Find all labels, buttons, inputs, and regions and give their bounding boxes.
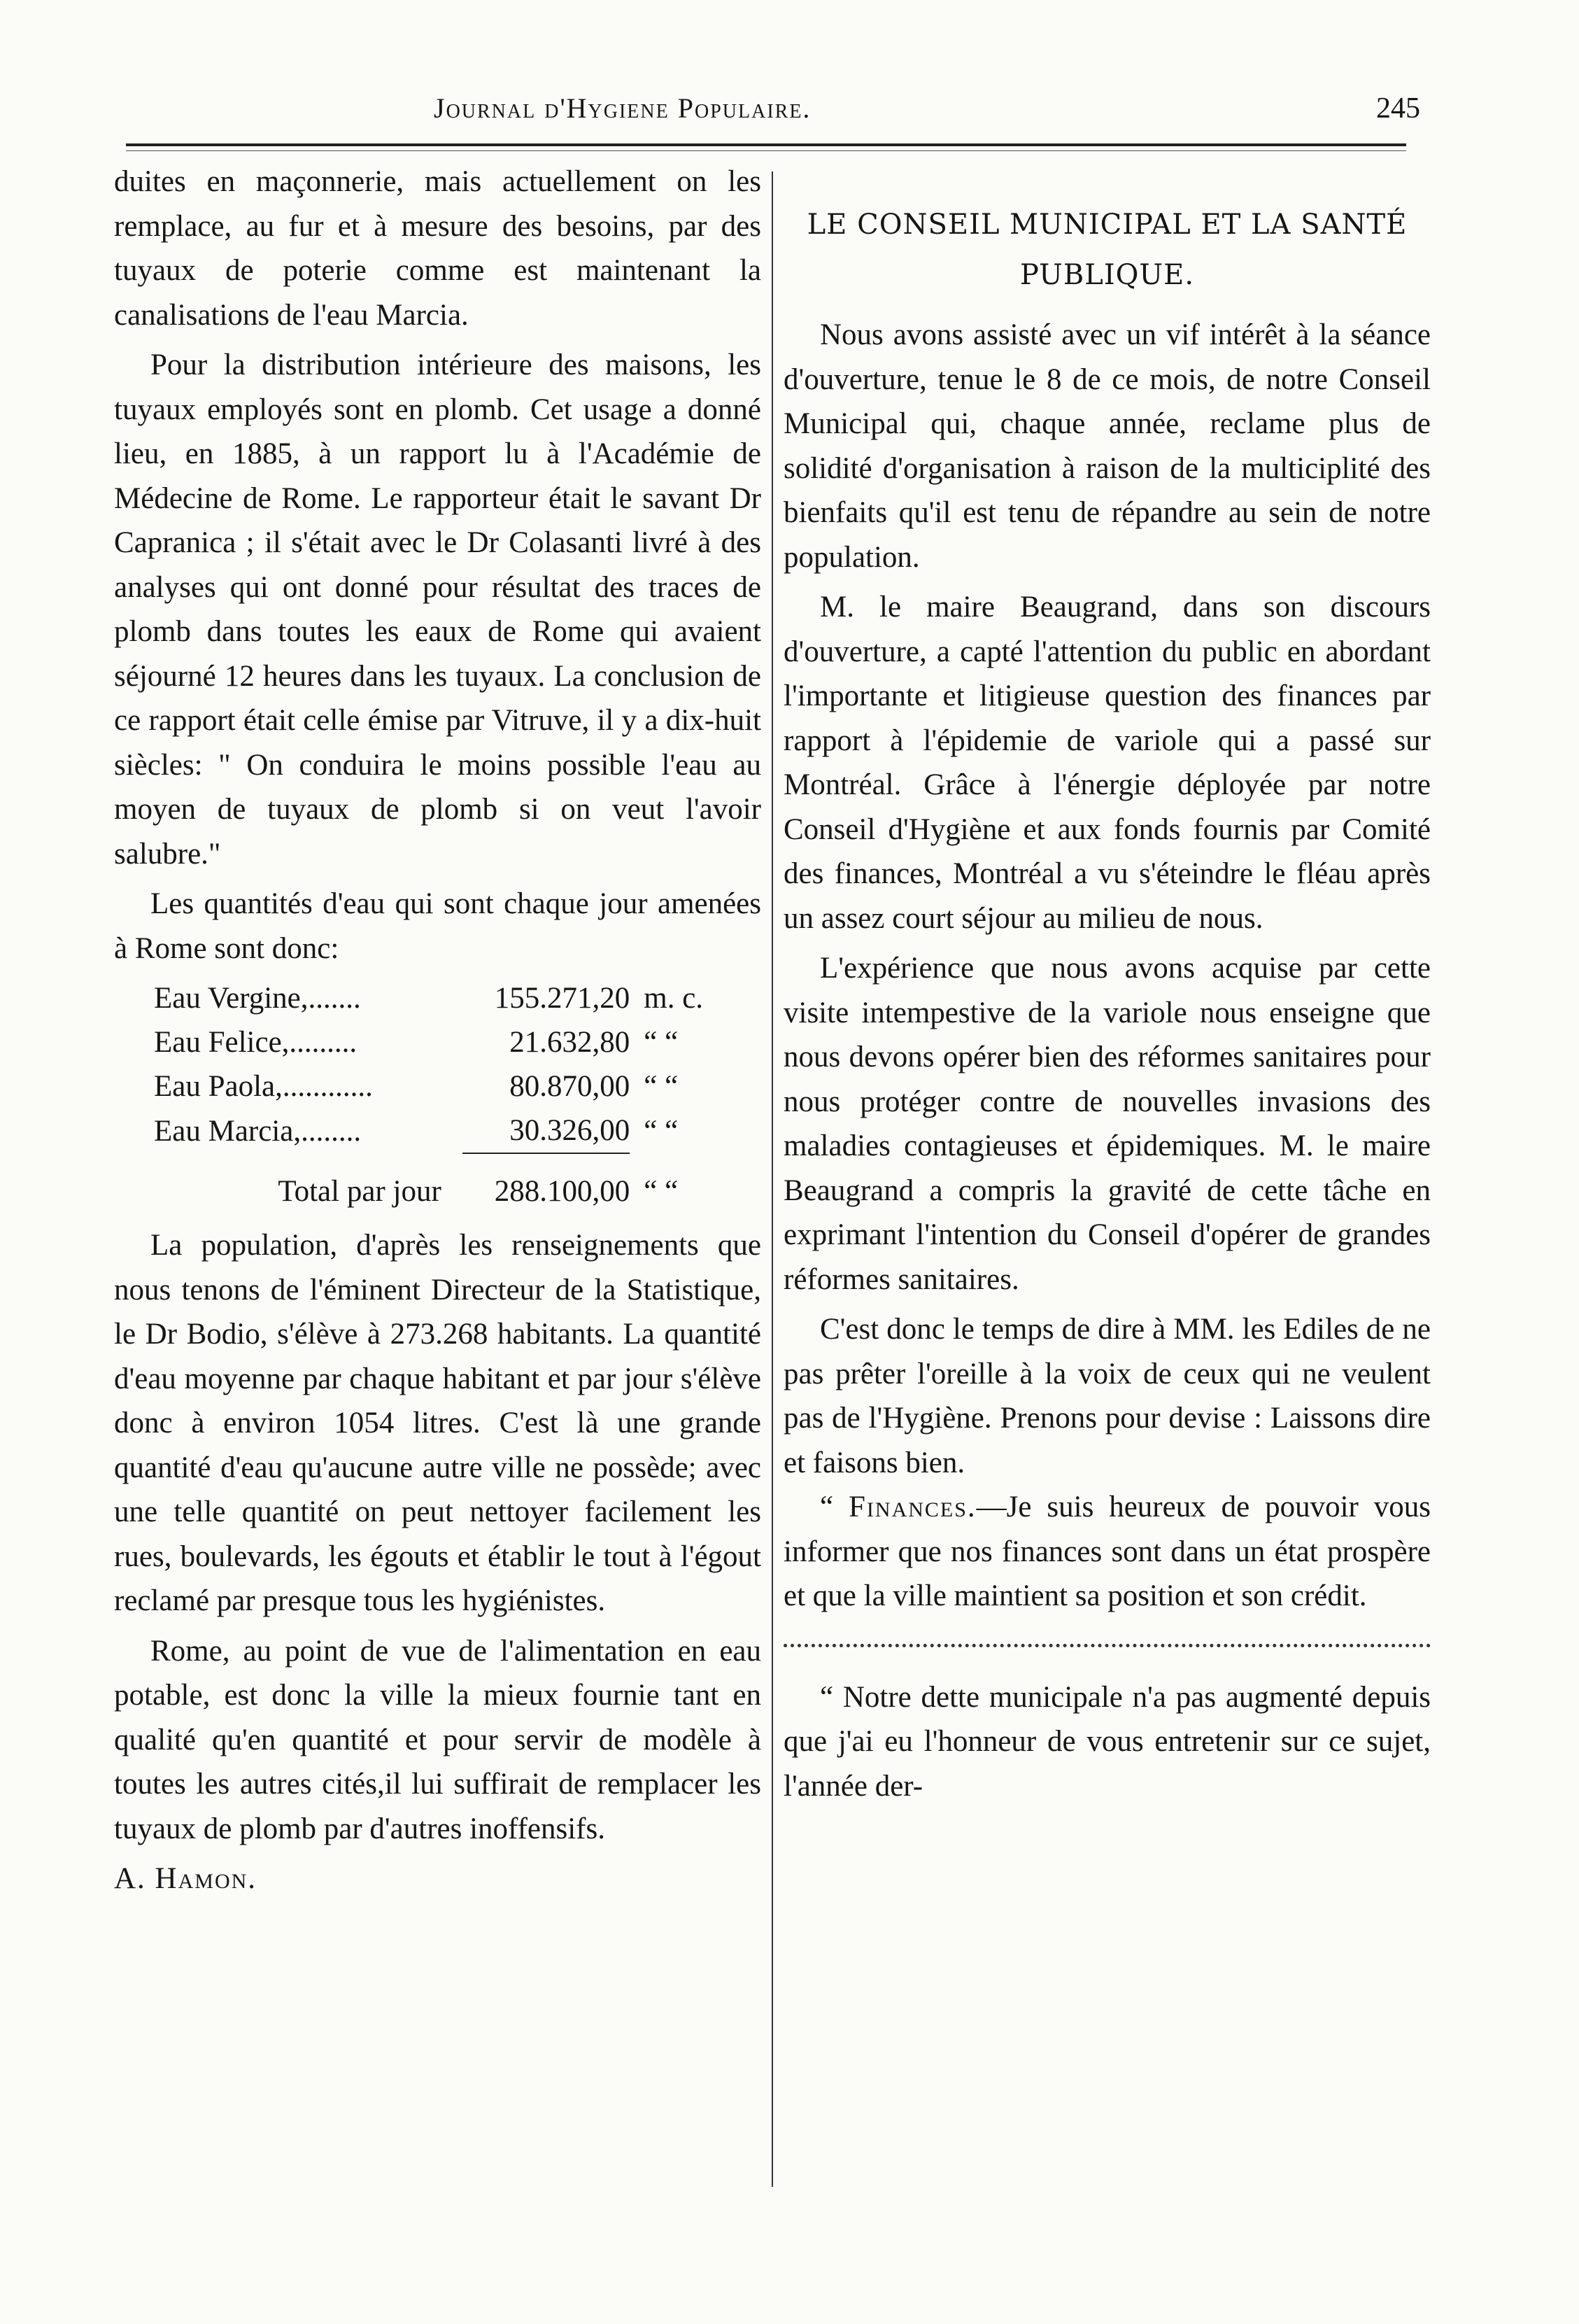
quote-text-1: —Je suis heureux de pouvoir vous informer que nos finances sont dans un état prospère et que la ville maintient sa position et son crédit. [784,1491,1431,1612]
article-title [784,199,1431,300]
page-number: 245 [1376,92,1420,125]
dotted-separator [784,1644,1431,1647]
table-row [154,1108,735,1153]
water-supply-table [154,976,735,1213]
right-paragraph-4: C'est donc le temps de dire à MM. les Ediles de ne pas prêter l'oreille à la voix de ceux qui ne veulent pas de l'Hygiène. Prenons pour devise : Laissons dire et faisons bien. [784,1313,1431,1479]
column-divider [772,171,773,2187]
source-quantity: 155.271,20 [494,982,630,1015]
header-rule-thin [126,150,1406,151]
source-unit: m. c. [644,982,704,1015]
right-column [784,199,1431,1808]
source-quantity: 30.326,00 [509,1114,630,1147]
left-paragraph-4: La population, d'après les renseignements que nous tenons de l'éminent Directeur de la Statistique, le Dr Bodio, s'élève à 273.268 habitants. La quantité d'eau moyenne par chaque habitant et par jour s'élève donc à environ 1054 litres. C'est là une grande quantité d'eau qu'aucune autre ville ne possède; avec une telle quantité on peut nettoyer facilement les rues, boulevards, les égouts et établir le tout à l'égout reclamé par presque tous les hygiénistes. [114,1229,761,1617]
right-paragraph-3: L'expérience que nous avons acquise par cette visite intempestive de la variole nous enseigne que nous devons opérer bien des réformes sanitaires pour nous protéger contre de nouvelles invasions des maladies contagieuses et épidemiques. M. le maire Beaugrand a compris la gravité de cette tâche en exprimant l'intention du Conseil d'opérer de grandes réformes sanitaires. [784,952,1431,1296]
author-signature: A. Hamon. [114,1862,257,1895]
source-unit: “ “ [644,1114,679,1148]
quote-paragraph-1: “ Finances.—Je suis heureux de pouvoir vous informer que nos finances sont dans un état prospère et que la ville maintient sa position et son crédit. [784,1491,1431,1612]
table-row [154,976,735,1020]
left-paragraph-1: duites en maçonnerie, mais actuellement on les remplace, au fur et à mesure des besoins, par des tuyaux de poterie comme est maintenant la canalisations de l'eau Marcia. [114,165,761,332]
source-name: Eau Vergine,....... [154,982,361,1015]
left-column [114,160,761,1901]
left-paragraph-2: Pour la distribution intérieure des maisons, les tuyaux employés sont en plomb. Cet usage a donné lieu, en 1885, à un rapport lu à l'Académie de Médecine de Rome. Le rapporteur était le savant Dr Capranica ; il s'était avec le Dr Colasanti livré à des analyses qui ont donné pour résultat des traces de plomb dans toutes les eaux de Rome qui avaient séjourné 12 heures dans les tuyaux. La conclusion de ce rapport était celle émise par Vitruve, il y a dix-huit siècles: " On conduira le moins possible l'eau au moyen de tuyaux de plomb si on veut l'avoir salubre." [114,348,761,871]
source-name: Eau Marcia,........ [154,1114,362,1148]
table-sum-rule [154,1153,735,1160]
table-row [154,1020,735,1064]
source-quantity: 80.870,00 [509,1070,630,1103]
speech-quote [784,1485,1431,1808]
table-row [154,1064,735,1108]
source-quantity: 21.632,80 [509,1026,630,1059]
right-paragraph-2: M. le maire Beaugrand, dans son discours d'ouverture, a capté l'attention du public en abordant l'importante et litigieuse question des finances par rapport à l'épidemie de variole qui a passé sur Montréal. Grâce à l'énergie déployée par notre Conseil d'Hygiène et aux fonds fournis par Comité des finances, Montréal a vu s'éteindre le fléau après un assez court séjour au milieu de nous. [784,591,1431,935]
total-label: Total par jour [278,1175,441,1208]
header-rule [126,143,1406,146]
left-paragraph-3: Les quantités d'eau qui sont chaque jour amenées à Rome sont donc: [114,887,761,965]
article-title-line-1: LE CONSEIL MUNICIPAL ET LA SANTÉ [807,209,1408,241]
left-paragraph-5: Rome, au point de vue de l'alimentation en eau potable, est donc la ville la mieux fournie tant en qualité qu'en quantité et pour servir de modèle à toutes les autres cités,il lui suffirait de remplacer les tuyaux de plomb par d'autres inoffensifs. [114,1634,761,1845]
page-header [105,87,1427,136]
right-paragraph-1: Nous avons assisté avec un vif intérêt à la séance d'ouverture, tenue le 8 de ce mois, de notre Conseil Municipal qui, chaque année, reclame plus de solidité d'organisation à raison de la multiciplité des bienfaits qu'il est tenu de répandre au sein de notre population. [784,318,1431,574]
source-unit: “ “ [644,1070,679,1103]
table-total-row [154,1160,735,1213]
source-unit: “ “ [644,1026,679,1059]
source-name: Eau Felice,......... [154,1026,357,1059]
total-quantity: 288.100,00 [494,1175,630,1208]
source-name: Eau Paola,............ [154,1070,373,1103]
article-title-line-2: PUBLIQUE. [1019,259,1195,291]
total-unit: “ “ [644,1175,679,1208]
running-title: Journal d'Hygiene Populaire. [434,92,812,124]
quote-heading: Finances. [849,1491,977,1523]
quote-paragraph-2: “ Notre dette municipale n'a pas augmenté depuis que j'ai eu l'honneur de vous entretenir sur ce sujet, l'année der- [784,1680,1431,1803]
